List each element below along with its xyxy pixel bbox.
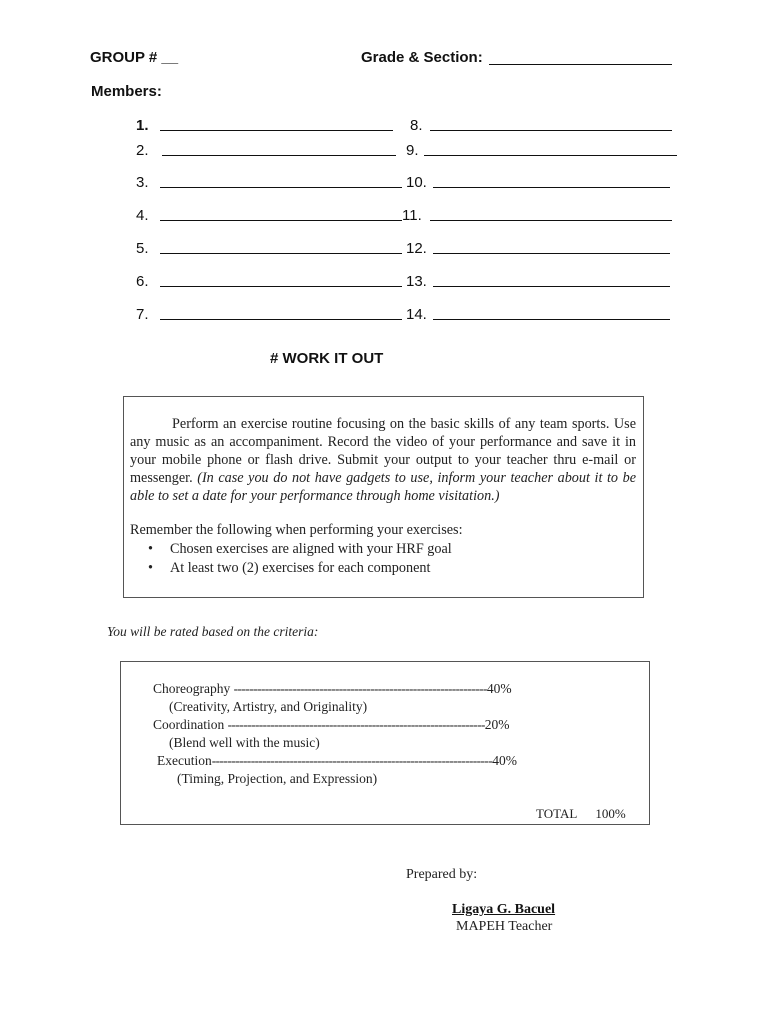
member-row bbox=[136, 117, 149, 134]
member-number: 1. bbox=[136, 117, 149, 134]
member-row bbox=[136, 306, 149, 323]
criterion-row bbox=[153, 717, 510, 733]
member-name-blank[interactable] bbox=[162, 155, 396, 156]
criterion-percent: 40% bbox=[486, 681, 512, 696]
member-number: 9. bbox=[406, 142, 419, 159]
section-title: # WORK IT OUT bbox=[270, 350, 384, 367]
total-row bbox=[536, 806, 626, 822]
member-row bbox=[402, 207, 422, 224]
member-row bbox=[136, 207, 149, 224]
bullet-icon: • bbox=[148, 541, 153, 557]
member-row bbox=[406, 240, 427, 257]
criterion-row bbox=[153, 681, 512, 697]
list-item-text: At least two (2) exercises for each component bbox=[170, 560, 431, 576]
member-row bbox=[136, 273, 149, 290]
member-row bbox=[406, 273, 427, 290]
member-name-blank[interactable] bbox=[160, 286, 402, 287]
list-item-text: Chosen exercises are aligned with your HRF goal bbox=[170, 541, 452, 557]
member-row bbox=[136, 174, 149, 191]
criterion-detail: (Blend well with the music) bbox=[169, 735, 320, 750]
reminder-list bbox=[124, 540, 624, 578]
member-name-blank[interactable] bbox=[424, 155, 677, 156]
member-number: 6. bbox=[136, 273, 149, 290]
list-item bbox=[124, 559, 624, 578]
member-number: 10. bbox=[406, 174, 427, 191]
member-name-blank[interactable] bbox=[160, 319, 402, 320]
criterion-row bbox=[157, 753, 517, 769]
member-name-blank[interactable] bbox=[160, 130, 393, 131]
instructions-paragraph bbox=[130, 415, 636, 505]
member-row bbox=[410, 117, 423, 134]
criterion-dashes: ------------------------------------------------------------------------ bbox=[211, 753, 493, 768]
instructions-box bbox=[123, 396, 644, 598]
member-name-blank[interactable] bbox=[160, 187, 402, 188]
member-name-blank[interactable] bbox=[433, 187, 670, 188]
member-number: 5. bbox=[136, 240, 149, 257]
criterion-percent: 40% bbox=[492, 753, 517, 768]
member-number: 8. bbox=[410, 117, 423, 134]
grade-section-label: Grade & Section: bbox=[361, 49, 483, 66]
member-name-blank[interactable] bbox=[430, 130, 672, 131]
criterion-name: Coordination bbox=[153, 717, 225, 732]
list-item bbox=[124, 540, 624, 559]
member-number: 3. bbox=[136, 174, 149, 191]
member-number: 11. bbox=[402, 207, 422, 224]
criterion-detail: (Creativity, Artistry, and Originality) bbox=[169, 699, 368, 714]
member-row bbox=[136, 142, 149, 159]
member-number: 4. bbox=[136, 207, 149, 224]
grade-section-blank[interactable] bbox=[489, 64, 672, 65]
member-name-blank[interactable] bbox=[160, 253, 402, 254]
member-number: 13. bbox=[406, 273, 427, 290]
member-number: 14. bbox=[406, 306, 427, 323]
member-name-blank[interactable] bbox=[160, 220, 402, 221]
member-name-blank[interactable] bbox=[433, 286, 670, 287]
teacher-title: MAPEH Teacher bbox=[456, 919, 553, 934]
bullet-icon: • bbox=[148, 560, 153, 576]
criterion-dashes: ----------------------------------------------------------------- bbox=[233, 681, 487, 696]
member-number: 2. bbox=[136, 142, 149, 159]
total-value: 100% bbox=[595, 806, 626, 821]
instructions-text: Perform an exercise routine focusing on the basic skills of any team sports. Use any music as an accompaniment. Record the video of your performance and save it in your mobile phone or flash drive. Submit your output to your teacher thru e-mail or messenger. bbox=[130, 416, 636, 486]
member-row bbox=[406, 306, 427, 323]
member-name-blank[interactable] bbox=[433, 319, 670, 320]
prepared-by-label: Prepared by: bbox=[406, 867, 478, 882]
member-row bbox=[136, 240, 149, 257]
criterion-dashes: ------------------------------------------------------------------ bbox=[227, 717, 485, 732]
teacher-name: Ligaya G. Bacuel bbox=[452, 902, 556, 917]
member-name-blank[interactable] bbox=[433, 253, 670, 254]
criterion-name: Execution bbox=[157, 753, 212, 768]
member-number: 7. bbox=[136, 306, 149, 323]
criterion-percent: 20% bbox=[484, 717, 510, 732]
member-name-blank[interactable] bbox=[430, 220, 672, 221]
member-row bbox=[406, 142, 419, 159]
remember-text: Remember the following when performing your exercises: bbox=[130, 522, 463, 538]
instructions-note: (In case you do not have gadgets to use, inform your teacher about it to be able to set a date for your performance through home visitation.) bbox=[130, 470, 636, 504]
criteria-box bbox=[120, 661, 650, 825]
member-number: 12. bbox=[406, 240, 427, 257]
total-label: TOTAL bbox=[536, 806, 578, 821]
members-label: Members: bbox=[91, 83, 162, 100]
criterion-name: Choreography bbox=[153, 681, 231, 696]
criteria-intro: You will be rated based on the criteria: bbox=[107, 624, 319, 639]
member-row bbox=[406, 174, 427, 191]
group-number-label: GROUP # __ bbox=[90, 49, 179, 66]
criterion-detail: (Timing, Projection, and Expression) bbox=[177, 771, 378, 786]
